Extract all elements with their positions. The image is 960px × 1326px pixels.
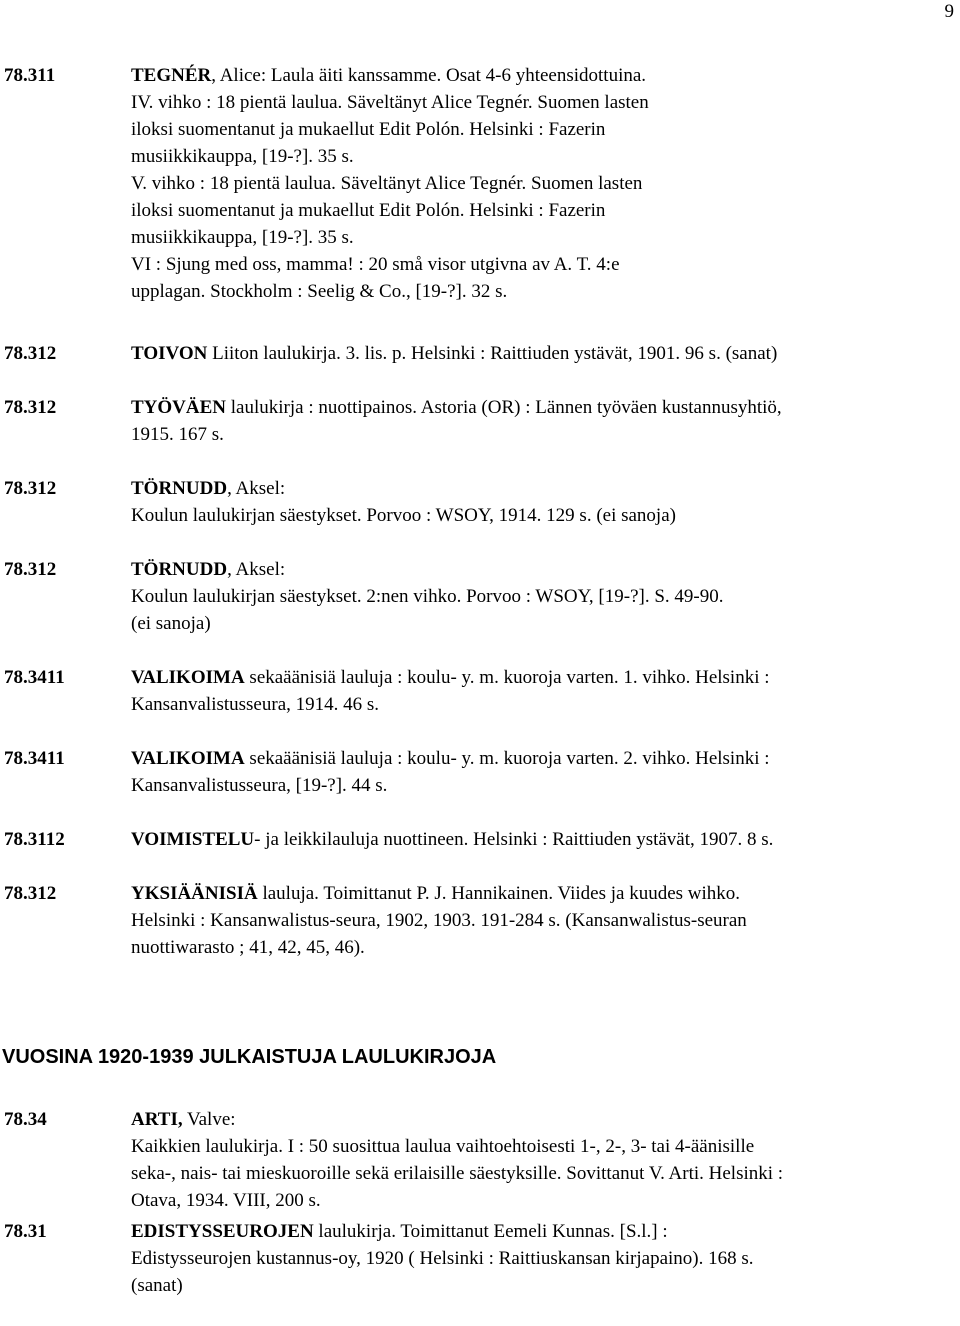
entry-line-text: Liiton laulukirja. 3. lis. p. Helsinki : Raittiuden ystävät, 1901. 96 s. (sanat) xyxy=(207,343,778,364)
entry-line xyxy=(131,170,954,197)
entry-line xyxy=(131,340,954,367)
entry-line-text: 1915. 167 s. xyxy=(131,424,224,445)
entry-line-text: laulukirja. Toimittanut Eemeli Kunnas. [S.l.] : xyxy=(313,1221,668,1242)
entry-line xyxy=(131,691,954,718)
entry-line xyxy=(131,1218,954,1245)
entry-headword: VALIKOIMA xyxy=(131,667,245,688)
entry-line xyxy=(131,62,954,89)
classification-number: 78.312 xyxy=(4,397,57,418)
entry-line-text: , Aksel: xyxy=(227,559,286,580)
entry-line-text: , Alice: Laula äiti kanssamme. Osat 4-6 yhteensidottuina. xyxy=(211,65,647,86)
entry-headword: VALIKOIMA xyxy=(131,748,245,769)
entry-line xyxy=(131,421,954,448)
classification-number: 78.311 xyxy=(4,65,56,86)
entry-headword: TÖRNUDD xyxy=(131,559,228,580)
entry-text xyxy=(131,556,954,637)
page-number: 9 xyxy=(944,1,954,22)
entry-line xyxy=(131,1245,954,1272)
entry-line xyxy=(131,475,954,502)
entry-line xyxy=(131,745,954,772)
entry-text xyxy=(131,880,954,961)
entry-line xyxy=(131,251,954,278)
classification-number: 78.3411 xyxy=(4,748,65,769)
entry-line xyxy=(131,583,954,610)
entry-line xyxy=(131,826,954,853)
entry-line-text: sekaäänisiä lauluja : koulu- y. m. kuoroja varten. 1. vihko. Helsinki : xyxy=(244,667,770,688)
entry-text xyxy=(131,475,954,529)
entry-line xyxy=(131,907,954,934)
entry-line xyxy=(131,1133,954,1160)
section-heading: VUOSINA 1920-1939 JULKAISTUJA LAULUKIRJOJA xyxy=(2,1046,497,1068)
entry-line-text: Kaikkien laulukirja. I : 50 suosittua laulua vaihtoehtoisesti 1-, 2-, 3- tai 4-äänisille xyxy=(131,1136,755,1157)
entry-line xyxy=(131,394,954,421)
entry-headword: TÖRNUDD xyxy=(131,478,228,499)
entry-line xyxy=(131,116,954,143)
classification-number: 78.312 xyxy=(4,478,57,499)
classification-number: 78.312 xyxy=(4,883,57,904)
entry-headword: TYÖVÄEN xyxy=(131,397,227,418)
entry-line-text: VI : Sjung med oss, mamma! : 20 små visor utgivna av A. T. 4:e xyxy=(131,254,620,275)
entry-line xyxy=(131,1187,954,1214)
entry-line-text: Valve: xyxy=(182,1109,236,1130)
classification-number: 78.31 xyxy=(4,1221,47,1242)
entry-line xyxy=(131,502,954,529)
entry-line-text: nuottiwarasto ; 41, 42, 45, 46). xyxy=(131,937,365,958)
entry-headword: EDISTYSSEUROJEN xyxy=(131,1221,314,1242)
classification-number: 78.312 xyxy=(4,559,57,580)
entry-line xyxy=(131,278,954,305)
entry-line xyxy=(131,556,954,583)
entry-line-text: Helsinki : Kansanwalistus-seura, 1902, 1903. 191-284 s. (Kansanwalistus-seuran xyxy=(131,910,747,931)
entry-headword: VOIMISTELU xyxy=(131,829,255,850)
entry-line-text: iloksi suomentanut ja mukaellut Edit Polón. Helsinki : Fazerin xyxy=(131,119,606,140)
entry-line-text: V. vihko : 18 pientä laulua. Säveltänyt Alice Tegnér. Suomen lasten xyxy=(131,173,643,194)
entry-line xyxy=(131,610,954,637)
entry-line-text: (sanat) xyxy=(131,1275,183,1296)
entry-line xyxy=(131,772,954,799)
classification-number: 78.3112 xyxy=(4,829,65,850)
classification-number: 78.34 xyxy=(4,1109,47,1130)
entry-line-text: IV. vihko : 18 pientä laulua. Säveltänyt Alice Tegnér. Suomen lasten xyxy=(131,92,649,113)
entry-text xyxy=(131,826,954,853)
entry-line xyxy=(131,934,954,961)
entry-text xyxy=(131,62,954,305)
entry-line-text: iloksi suomentanut ja mukaellut Edit Polón. Helsinki : Fazerin xyxy=(131,200,606,221)
classification-number: 78.312 xyxy=(4,343,57,364)
entry-text xyxy=(131,664,954,718)
entry-line-text: sekaäänisiä lauluja : koulu- y. m. kuoroja varten. 2. vihko. Helsinki : xyxy=(244,748,770,769)
entry-headword: TOIVON xyxy=(131,343,208,364)
entry-text xyxy=(131,340,954,367)
entry-line xyxy=(131,143,954,170)
entry-line-text: musiikkikauppa, [19-?]. 35 s. xyxy=(131,146,354,167)
entry-line xyxy=(131,880,954,907)
entry-line-text: laulukirja : nuottipainos. Astoria (OR) : Lännen työväen kustannusyhtiö, xyxy=(226,397,782,418)
entry-line-text: lauluja. Toimittanut P. J. Hannikainen. Viides ja kuudes wihko. xyxy=(257,883,741,904)
entry-text xyxy=(131,1106,954,1214)
entry-line xyxy=(131,197,954,224)
entry-text xyxy=(131,745,954,799)
entry-line xyxy=(131,224,954,251)
entry-headword: YKSIÄÄNISIÄ xyxy=(131,883,258,904)
entry-line xyxy=(131,89,954,116)
entry-headword: TEGNÉR xyxy=(131,65,212,86)
entry-line-text: seka-, nais- tai mieskuoroille sekä erilaisille säestyksille. Sovittanut V. Arti. Helsinki : xyxy=(131,1163,784,1184)
entry-line-text: Edistysseurojen kustannus-oy, 1920 ( Helsinki : Raittiuskansan kirjapaino). 168 s. xyxy=(131,1248,754,1269)
entry-text xyxy=(131,1218,954,1299)
entry-text xyxy=(131,394,954,448)
entry-line xyxy=(131,1106,954,1133)
classification-number: 78.3411 xyxy=(4,667,65,688)
entry-line-text: upplagan. Stockholm : Seelig & Co., [19-?]. 32 s. xyxy=(131,281,508,302)
entry-line-text: Koulun laulukirjan säestykset. 2:nen vihko. Porvoo : WSOY, [19-?]. S. 49-90. xyxy=(131,586,724,607)
entry-line-text: Otava, 1934. VIII, 200 s. xyxy=(131,1190,321,1211)
entry-line-text: musiikkikauppa, [19-?]. 35 s. xyxy=(131,227,354,248)
entry-headword: ARTI, xyxy=(131,1109,183,1130)
entry-line xyxy=(131,1272,954,1299)
entry-line-text: (ei sanoja) xyxy=(131,613,211,634)
entry-line-text: Kansanvalistusseura, [19-?]. 44 s. xyxy=(131,775,388,796)
entry-line xyxy=(131,664,954,691)
entry-line-text: Kansanvalistusseura, 1914. 46 s. xyxy=(131,694,380,715)
entry-line-text: - ja leikkilauluja nuottineen. Helsinki : Raittiuden ystävät, 1907. 8 s. xyxy=(254,829,774,850)
entry-line-text: , Aksel: xyxy=(227,478,286,499)
entry-line xyxy=(131,1160,954,1187)
entry-line-text: Koulun laulukirjan säestykset. Porvoo : WSOY, 1914. 129 s. (ei sanoja) xyxy=(131,505,676,526)
